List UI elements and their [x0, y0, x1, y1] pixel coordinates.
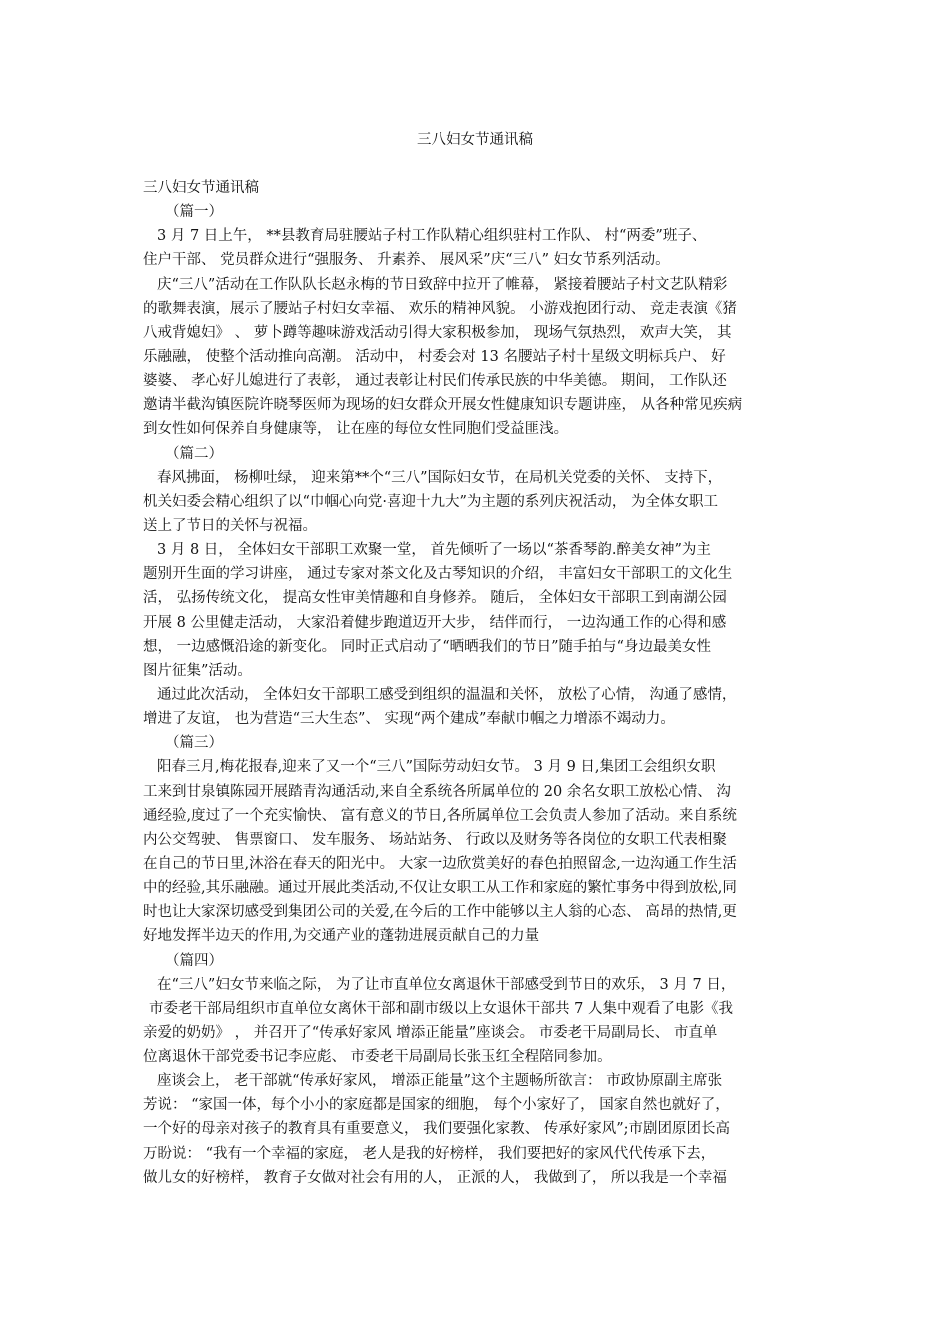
- paragraph-line: 市委老干部局组织市直单位女离休干部和副市级以上女退休干部共 7 人集中观看了电影《我: [149, 1000, 733, 1017]
- paragraph-line: 在自己的节日里,沐浴在春天的阳光中。 大家一边欣赏美好的春色拍照留念,一边沟通工作生活: [143, 855, 737, 872]
- paragraph-line: 在“三八”妇女节来临之际， 为了让市直单位女离退休干部感受到节日的欢乐， 3 月 7 日，: [157, 976, 736, 993]
- paragraph-line: 3 月 8 日， 全体妇女干部职工欢聚一堂， 首先倾听了一场以“茶香琴韵.醉美女神”为主: [157, 542, 711, 559]
- paragraph-line: 阳春三月,梅花报春,迎来了又一个“三八”国际劳动妇女节。 3 月 9 日,集团工会组织女职: [157, 759, 716, 776]
- section-label: （篇一）: [165, 204, 223, 221]
- paragraph-line: 乐融融， 使整个活动推向高潮。 活动中， 村委会对 13 名腰站子村十星级文明标兵户、 好: [143, 348, 726, 365]
- paragraph-line: 芳说： “家国一体，每个小小的家庭都是国家的细胞， 每个小家好了， 国家自然也就好了，: [143, 1097, 730, 1114]
- subheading: 三八妇女节通讯稿: [143, 180, 259, 196]
- paragraph-line: 八戒背媳妇》 、 萝卜蹲等趣味游戏活动引得大家积极参加， 现场气氛热烈， 欢声大笑， 其: [143, 324, 732, 341]
- paragraph-line: 时也让大家深切感受到集团公司的关爱,在今后的工作中能够以主人翁的心态、 高昂的热情,更: [143, 904, 737, 921]
- paragraph-line: 住户干部、 党员群众进行“强服务、 升素养、 展风采”庆“三八” 妇女节系列活动。: [143, 252, 670, 269]
- paragraph-line: 做儿女的好榜样， 教育子女做对社会有用的人， 正派的人， 我做到了， 所以我是一个幸福: [143, 1169, 727, 1186]
- paragraph-line: 的歌舞表演，展示了腰站子村妇女幸福、 欢乐的精神风貌。 小游戏抱团行动、 竞走表演《猪: [143, 300, 737, 317]
- paragraph-line: 座谈会上， 老干部就“传承好家风， 增添正能量”这个主题畅所欲言： 市政协原副主席张: [157, 1073, 723, 1090]
- document-body: [143, 176, 823, 1190]
- paragraph-line: 开展 8 公里健走活动， 大家沿着健步跑道迈开大步， 结伴而行， 一边沟通工作的心得和感: [143, 614, 727, 631]
- paragraph-line: 3 月 7 日上午， **县教育局驻腰站子村工作队精心组织驻村工作队、 村“两委”班子、: [157, 228, 707, 245]
- paragraph-line: 婆婆、 孝心好儿媳进行了表彰， 通过表彰让村民们传承民族的中华美德。 期间， 工作队还: [143, 373, 727, 390]
- paragraph-line: 邀请半截沟镇医院许晓琴医师为现场的妇女群众开展女性健康知识专题讲座， 从各种常见疾病: [143, 397, 743, 414]
- paragraph-line: 亲爱的奶奶》 ， 并召开了“传承好家风 增添正能量”座谈会。 市委老干局副局长、 市直单: [143, 1024, 718, 1041]
- paragraph-line: 通过此次活动， 全体妇女干部职工感受到组织的温温和关怀， 放松了心情， 沟通了感情，: [157, 686, 737, 703]
- paragraph-line: 春风拂面， 杨柳吐绿， 迎来第**个“三八”国际妇女节，在局机关党委的关怀、 支持下，: [157, 469, 723, 486]
- paragraph-line: 工来到甘泉镇陈园开展踏青沟通活动,来自全系统各所属单位的 20 余名女职工放松心情、 沟: [143, 783, 731, 800]
- paragraph-line: 中的经验,其乐融融。通过开展此类活动,不仅让女职工从工作和家庭的繁忙事务中得到放松,同: [143, 880, 737, 897]
- paragraph-line: 好地发挥半边天的作用,为交通产业的蓬勃进展贡献自己的力量: [143, 928, 540, 945]
- paragraph-line: 题别开生面的学习讲座， 通过专家对茶文化及古琴知识的介绍， 丰富妇女干部职工的文化生: [143, 566, 733, 583]
- paragraph-line: 活， 弘扬传统文化， 提高女性审美情趣和自身修养。 随后， 全体妇女干部职工到南湖公园: [143, 590, 727, 607]
- paragraph-line: 位离退休干部党委书记李应彪、 市委老干局副局长张玉红全程陪同参加。: [143, 1049, 612, 1066]
- paragraph-line: 庆“三八”活动在工作队队长赵永梅的节日致辞中拉开了帷幕， 紧接着腰站子村文艺队精彩: [157, 276, 728, 293]
- paragraph-line: 通经验,度过了一个充实愉快、 富有意义的节日,各所属单位工会负责人参加了活动。来自系统: [143, 807, 737, 824]
- paragraph-line: 内公交驾驶、 售票窗口、 发车服务、 场站站务、 行政以及财务等各岗位的女职工代表相聚: [143, 831, 727, 848]
- section-label: （篇三）: [165, 735, 223, 752]
- paragraph-line: 图片征集”活动。: [143, 662, 252, 679]
- paragraph-line: 增进了友谊， 也为营造“三大生态”、 实现“两个建成”奉献巾帼之力增添不竭动力。: [143, 711, 675, 728]
- paragraph-line: 送上了节日的关怀与祝福。: [143, 517, 317, 534]
- paragraph-line: 机关妇委会精心组织了以“巾帼心向党·喜迎十九大”为主题的系列庆祝活动， 为全体女职工: [143, 493, 719, 510]
- document-title: 三八妇女节通讯稿: [417, 132, 533, 148]
- paragraph-line: 一个好的母亲对孩子的教育具有重要意义， 我们要强化家教、 传承好家风”;市剧团原团长高: [143, 1121, 731, 1138]
- section-label: （篇二）: [165, 445, 223, 462]
- section-label: （篇四）: [165, 952, 223, 969]
- paragraph-line: 想， 一边感慨沿途的新变化。 同时正式启动了“晒晒我们的节日”随手拍与“身边最美女性: [143, 638, 711, 655]
- paragraph-line: 万盼说： “我有一个幸福的家庭， 老人是我的好榜样， 我们要把好的家风代代传承下去，: [143, 1145, 716, 1162]
- paragraph-line: 到女性如何保养自身健康等， 让在座的每位女性同胞们受益匪浅。: [143, 421, 569, 438]
